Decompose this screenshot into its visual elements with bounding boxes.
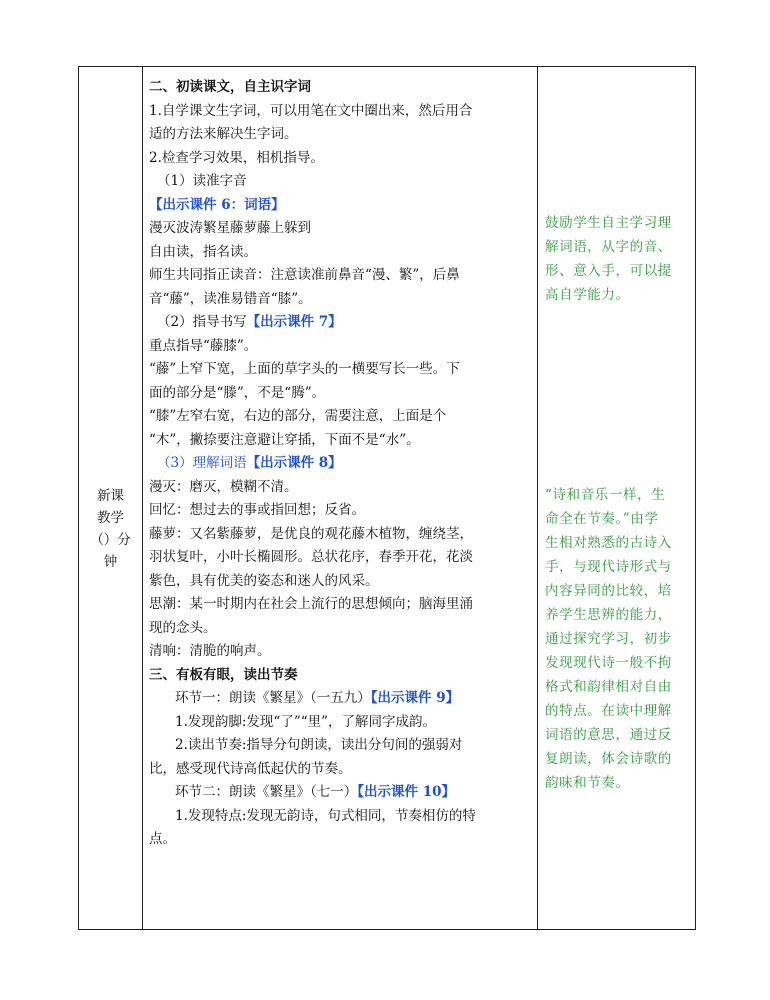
subheading <box>149 311 535 335</box>
note-line: 鼓励学生自主学习理 <box>545 215 672 231</box>
note-line: 的特点。在读中理解 <box>545 703 672 719</box>
column-divider <box>537 67 538 929</box>
note-line: 发现现代诗一般不拘 <box>545 655 672 671</box>
definition: 漫灭：磨灭，模糊不清。 <box>149 478 298 495</box>
paragraph: 适的方法来解决生字词。 <box>149 126 298 142</box>
step-item: 1.发现韵脚:发现“了”“里”，了解同字成韵。 <box>175 713 437 730</box>
paragraph: “木”，撇捺要注意避让穿插，下面不是“水”。 <box>149 431 420 448</box>
definition: 清响：清脆的响声。 <box>149 643 271 659</box>
note-line: 韵味和节奏。 <box>545 775 630 791</box>
note-line: 命全在节奏。”由学 <box>545 511 659 527</box>
note-line: 手，与现代诗形式与 <box>545 559 672 575</box>
paragraph: 师生共同指正读音：注意读准前鼻音“漫、繁”，后鼻 <box>149 267 460 283</box>
step-heading <box>149 687 535 711</box>
section-label-cell <box>79 67 142 929</box>
note-line: 通过探究学习，初步 <box>545 631 672 647</box>
step-item: 2.读出节奏:指导分句朗读，读出分句间的强弱对 <box>175 737 463 753</box>
design-note <box>545 483 687 795</box>
section-heading: 三、有板有眼，读出节奏 <box>149 666 298 683</box>
courseware-ref: 【出示课件 10】 <box>357 784 455 800</box>
paragraph: “藤”上窄下宽，上面的草字头的一横要写长一些。下 <box>149 361 460 377</box>
paragraph: “膝”左窄右宽，右边的部分，需要注意，上面是个 <box>149 408 447 424</box>
definition: 藤萝：又名紫藤萝，是优良的观花藤木植物，缠绕茎， <box>149 525 473 542</box>
section-heading: 二、初读课文，自主识字词 <box>149 79 311 95</box>
main-content <box>149 76 535 852</box>
paragraph: 重点指导“藤膝”。 <box>149 337 258 354</box>
note-line: “诗和音乐一样，生 <box>545 487 666 503</box>
label-line: 教学 <box>97 510 124 526</box>
note-line: 解词语，从字的音、 <box>545 239 672 255</box>
note-line: 生相对熟悉的古诗入 <box>545 535 672 551</box>
subheading-text: （2）指导书写 <box>157 314 247 330</box>
paragraph: 面的部分是“滕”，不是“腾”。 <box>149 384 326 401</box>
definition: 回忆：想过去的事或指回想；反省。 <box>149 502 365 518</box>
note-line: 形、意入手，可以提 <box>545 263 672 279</box>
definition: 思潮：某一时期内在社会上流行的思想倾向；脑海里涌 <box>149 596 473 612</box>
label-line: 钟 <box>103 554 118 570</box>
definition: 羽状复叶，小叶长椭圆形。总状花序，春季开花，花淡 <box>149 549 473 565</box>
paragraph: 2.检查学习效果，相机指导。 <box>149 149 324 166</box>
word-list: 漫灭波涛繁星藤萝藤上躲到 <box>149 220 311 236</box>
note-line: 词语的意思，通过反 <box>545 727 672 743</box>
note-line: 内容异同的比较，培 <box>545 583 672 599</box>
step-text: 环节二：朗读《繁星》（七一） <box>175 784 358 800</box>
courseware-ref: 【出示课件 6：词语】 <box>149 196 285 213</box>
note-line: 格式和韵律相对自由 <box>545 679 672 695</box>
definition: 现的念头。 <box>149 619 217 636</box>
section-label <box>89 485 133 573</box>
design-note <box>545 211 687 307</box>
courseware-ref: 【出示课件 8】 <box>246 455 342 471</box>
column-divider <box>142 67 143 929</box>
courseware-ref: 【出示课件 9】 <box>370 690 460 706</box>
paragraph: 自由读，指名读。 <box>149 243 257 260</box>
step-item: 1.发现特点:发现无韵诗，句式相同，节奏相仿的特 <box>175 807 476 824</box>
note-line: 复朗读，体会诗歌的 <box>545 751 672 767</box>
paragraph: 音“藤”，读准易错音“膝”。 <box>149 290 312 307</box>
lesson-plan-table <box>78 66 696 930</box>
courseware-ref: 【出示课件 7】 <box>246 314 342 330</box>
step-text: 环节一：朗读《繁星》（一五九） <box>175 690 371 706</box>
paragraph: 1.自学课文生字词，可以用笔在文中圈出来，然后用合 <box>149 102 473 119</box>
step-item: 点。 <box>149 831 176 847</box>
subheading <box>149 452 535 476</box>
label-line: 新课 <box>97 488 124 504</box>
step-heading <box>149 781 535 805</box>
subheading-text: （3）理解词语 <box>157 455 247 471</box>
step-item: 比，感受现代诗高低起伏的节奏。 <box>149 760 352 777</box>
note-line: 养学生思辨的能力， <box>545 607 672 623</box>
note-line: 高自学能力。 <box>545 287 630 303</box>
subheading: （1）读准字音 <box>157 173 247 189</box>
definition: 紫色，具有优美的姿态和迷人的风采。 <box>149 572 379 589</box>
label-line: （）分 <box>90 532 131 548</box>
